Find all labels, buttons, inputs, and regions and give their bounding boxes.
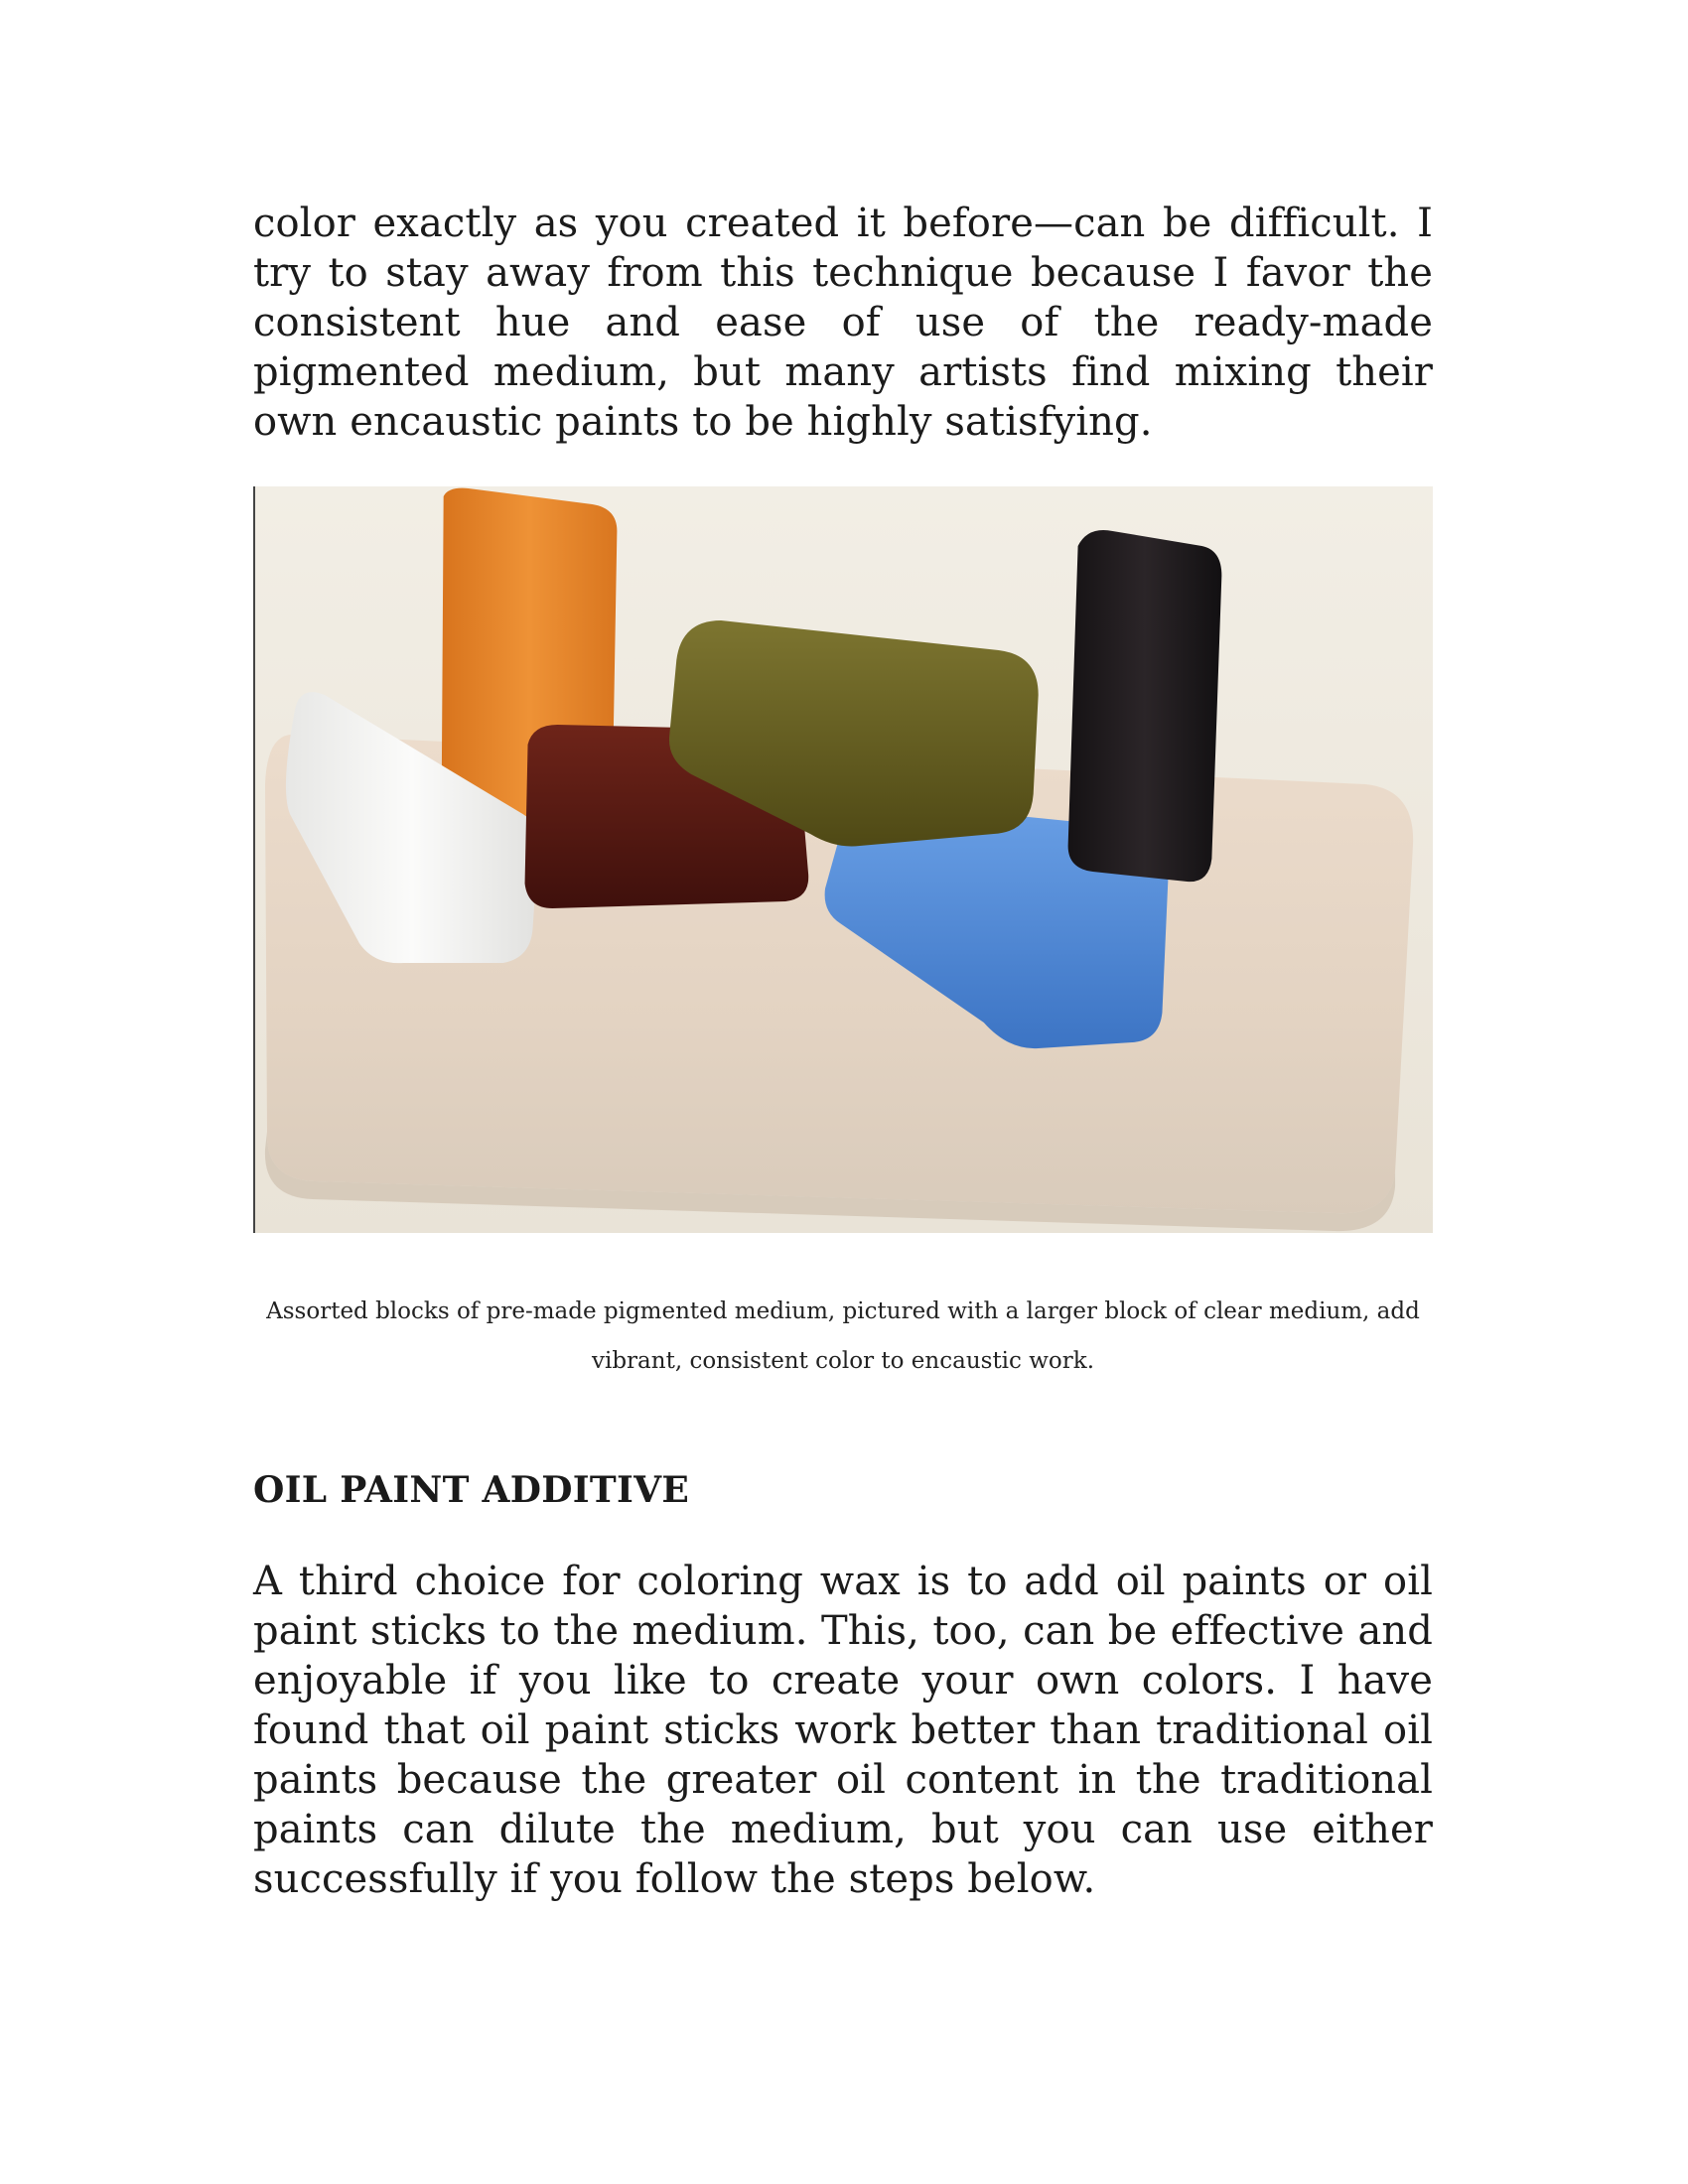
figure-caption: Assorted blocks of pre-made pigmented medium, pictured with a larger block of clear medium, add vibrant, consistent color to encaustic work. (266, 1298, 1420, 1374)
body-paragraph-bottom: A third choice for coloring wax is to add oil paints or oil paint sticks to the medium. This, too, can be effective and enjoyable if you like to create your own colors. I have found that oil paint sticks work better than traditional oil paints because the greater oil content in the traditional paints can dilute the medium, but you can use either successfully if you follow the steps below. (253, 1559, 1433, 1902)
section-heading: OIL PAINT ADDITIVE (253, 1469, 690, 1511)
wax-blocks-photo (253, 486, 1433, 1233)
body-paragraph-top: color exactly as you created it before—can be difficult. I try to stay away from this technique because I favor the consistent hue and ease of use of the ready-made pigmented medium, but many artists find mixing their own encaustic paints to be highly satisfying. (253, 201, 1433, 445)
